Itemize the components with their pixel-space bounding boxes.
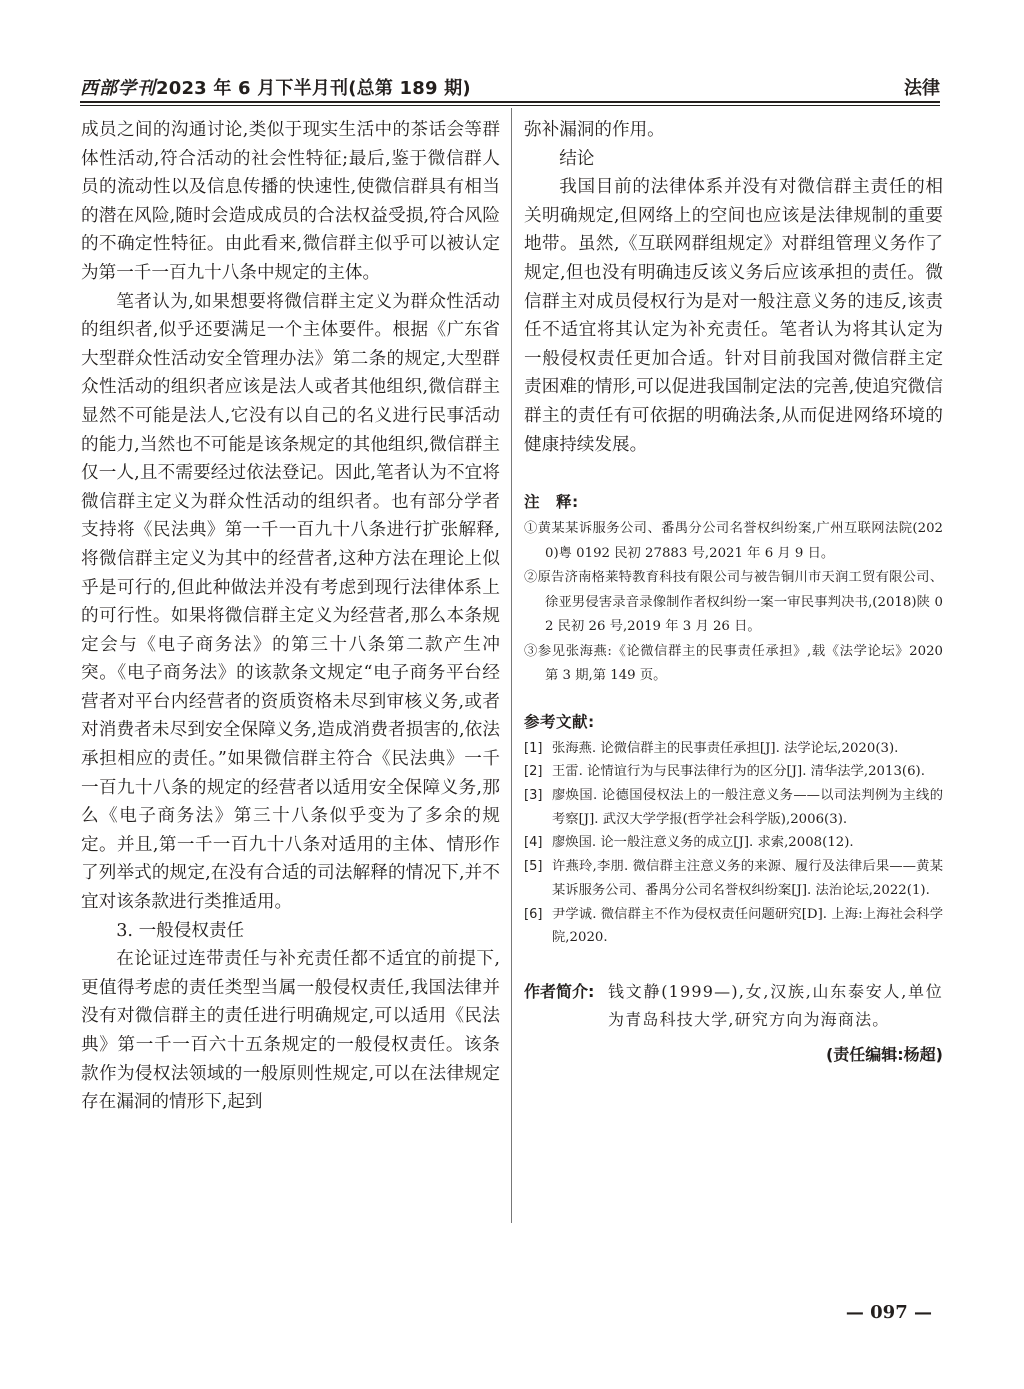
references-title: 参考文献: xyxy=(524,712,595,731)
references-section xyxy=(524,709,943,950)
reference-number: [2] xyxy=(524,764,543,780)
page-header xyxy=(80,68,940,104)
responsible-editor: (责任编辑:杨超) xyxy=(825,1044,943,1064)
reference-text: 许燕玲,李朋. 微信群主注意义务的来源、履行及法律后果——黄某某诉服务公司、番禺分公司名誉权纠纷案[J]. 法治论坛,2022(1). xyxy=(552,859,943,898)
reference-text: 廖焕国. 论德国侵权法上的一般注意义务——以司法判例为主线的考察[J]. 武汉大学学报(哲学社会科学版),2006(3). xyxy=(552,788,943,827)
reference-text: 王雷. 论情谊行为与民事法律行为的区分[J]. 清华法学,2013(6). xyxy=(552,764,925,780)
author-text: 钱文静(1999—),女,汉族,山东泰安人,单位为青岛科技大学,研究方向为海商法。 xyxy=(608,981,943,1029)
note-item: ①黄某某诉服务公司、番禺分公司名誉权纠纷案,广州互联网法院(2020)粤 0192 民初 27883 号,2021 年 6 月 9 日。 xyxy=(524,521,943,561)
reference-item xyxy=(524,760,943,784)
body-paragraph: 笔者认为,如果想要将微信群主定义为群众性活动的组织者,似乎还要满足一个主体要件。根据《广东省大型群众性活动安全管理办法》第二条的规定,大型群众性活动的组织者应该是法人或者其他组织,微信群主显然不可能是法人,它没有以自己的名义进行民事活动的能力,当然也不可能是该条规定的其他组织,微信群主仅一人,且不需要经过依法登记。因此,笔者认为不宜将微信群主定义为群众性活动的组织者。也有部分学者支持将《民法典》第一千一百九十八条进行扩张解释,将微信群主定义为其中的经营者,这种方法在理论上似乎是可行的,但此种做法并没有考虑到现行法律体系上的可行性。如果将微信群主定义为经营者,那么本条规定会与《电子商务法》的第三十八条第二款产生冲突。《电子商务法》的该款条文规定“电子商务平台经营者对平台内经营者的资质资格未尽到审核义务,或者对消费者未尽到安全保障义务,造成消费者损害的,依法承担相应的责任。”如果微信群主符合《民法典》一千一百九十八条的规定的经营者以适用安全保障义务,那么《电子商务法》第三十八条似乎变为了多余的规定。并且,第一千一百九十八条对适用的主体、情形作了列举式的规定,在没有合适的司法解释的情况下,并不宜对该条款进行类推适用。 xyxy=(81,291,501,913)
journal-masthead xyxy=(80,74,471,100)
header-rule xyxy=(80,101,940,103)
right-column xyxy=(524,116,943,1065)
conclusion-heading: 结论 xyxy=(559,148,595,169)
header-rule-thin xyxy=(80,105,940,106)
section-label: 法律 xyxy=(904,78,940,99)
body-paragraph: 在论证过连带责任与补充责任都不适宜的前提下,更值得考虑的责任类型当属一般侵权责任,我国法律并没有对微信群主的责任进行明确规定,可以适用《民法典》第一千一百六十五条规定的一般侵权责任。该条款作为侵权法领域的一般原则性规定,可以在法律规定存在漏洞的情形下,起到 xyxy=(81,949,500,1113)
note-item: ③参见张海燕:《论微信群主的民事责任承担》,载《法学论坛》2020 第 3 期,第 149 页。 xyxy=(524,643,943,684)
notes-section xyxy=(524,489,943,689)
column-divider xyxy=(511,108,512,1223)
reference-item xyxy=(524,737,943,761)
author-bio xyxy=(524,978,943,1034)
note-item: ②原告济南格莱特教育科技有限公司与被告铜川市天润工贸有限公司、徐亚男侵害录音录像制作者权纠纷一案一审民事判决书,(2018)陕 02 民初 26 号,2019 年 3 月 26 日。 xyxy=(524,570,943,635)
reference-text: 尹学诚. 微信群主不作为侵权责任问题研究[D]. 上海:上海社会科学院,2020. xyxy=(552,906,943,946)
notes-title: 注 释: xyxy=(524,493,579,512)
page-number: — 097 — xyxy=(845,1302,932,1323)
issue-info: 2023 年 6 月下半月刊(总第 189 期) xyxy=(156,78,471,99)
reference-number: [1] xyxy=(524,740,543,756)
body-paragraph: 成员之间的沟通讨论,类似于现实生活中的茶话会等群体性活动,符合活动的社会性特征;最后,鉴于微信群人员的流动性以及信息传播的快速性,使微信群具有相当的潜在风险,随时会造成成员的合法权益受损,符合风险的不确定性特征。由此看来,微信群主似乎可以被认定为第一千一百九十八条中规定的主体。 xyxy=(81,120,500,283)
reference-number: [5] xyxy=(524,859,543,875)
author-label: 作者简介: xyxy=(524,981,595,1001)
reference-number: [4] xyxy=(524,835,543,851)
reference-text: 张海燕. 论微信群主的民事责任承担[J]. 法学论坛,2020(3). xyxy=(552,740,899,756)
reference-item xyxy=(524,903,943,950)
reference-item xyxy=(524,855,943,902)
journal-logo: 西部学刊 xyxy=(80,78,156,99)
conclusion-paragraph: 我国目前的法律体系并没有对微信群主责任的相关明确规定,但网络上的空间也应该是法律规制的重要地带。虽然,《互联网群组规定》对群组管理义务作了规定,但也没有明确违反该义务后应该承担的责任。微信群主对成员侵权行为是对一般注意义务的违反,该责任不适宜将其认定为补充责任。笔者认为将其认定为一般侵权责任更加合适。针对目前我国对微信群主定责困难的情形,可以促进我国制定法的完善,使追究微信群主的责任有可依据的明确法条,从而促进网络环境的健康持续发展。 xyxy=(524,177,943,455)
continuation-paragraph: 弥补漏洞的作用。 xyxy=(524,120,665,140)
reference-text: 廖焕国. 论一般注意义务的成立[J]. 求索,2008(12). xyxy=(552,835,854,851)
reference-number: [3] xyxy=(524,788,543,804)
reference-item xyxy=(524,831,943,855)
subsection-heading: 3. 一般侵权责任 xyxy=(116,920,245,941)
reference-item xyxy=(524,784,943,831)
reference-number: [6] xyxy=(524,906,543,922)
left-column xyxy=(81,116,500,1117)
